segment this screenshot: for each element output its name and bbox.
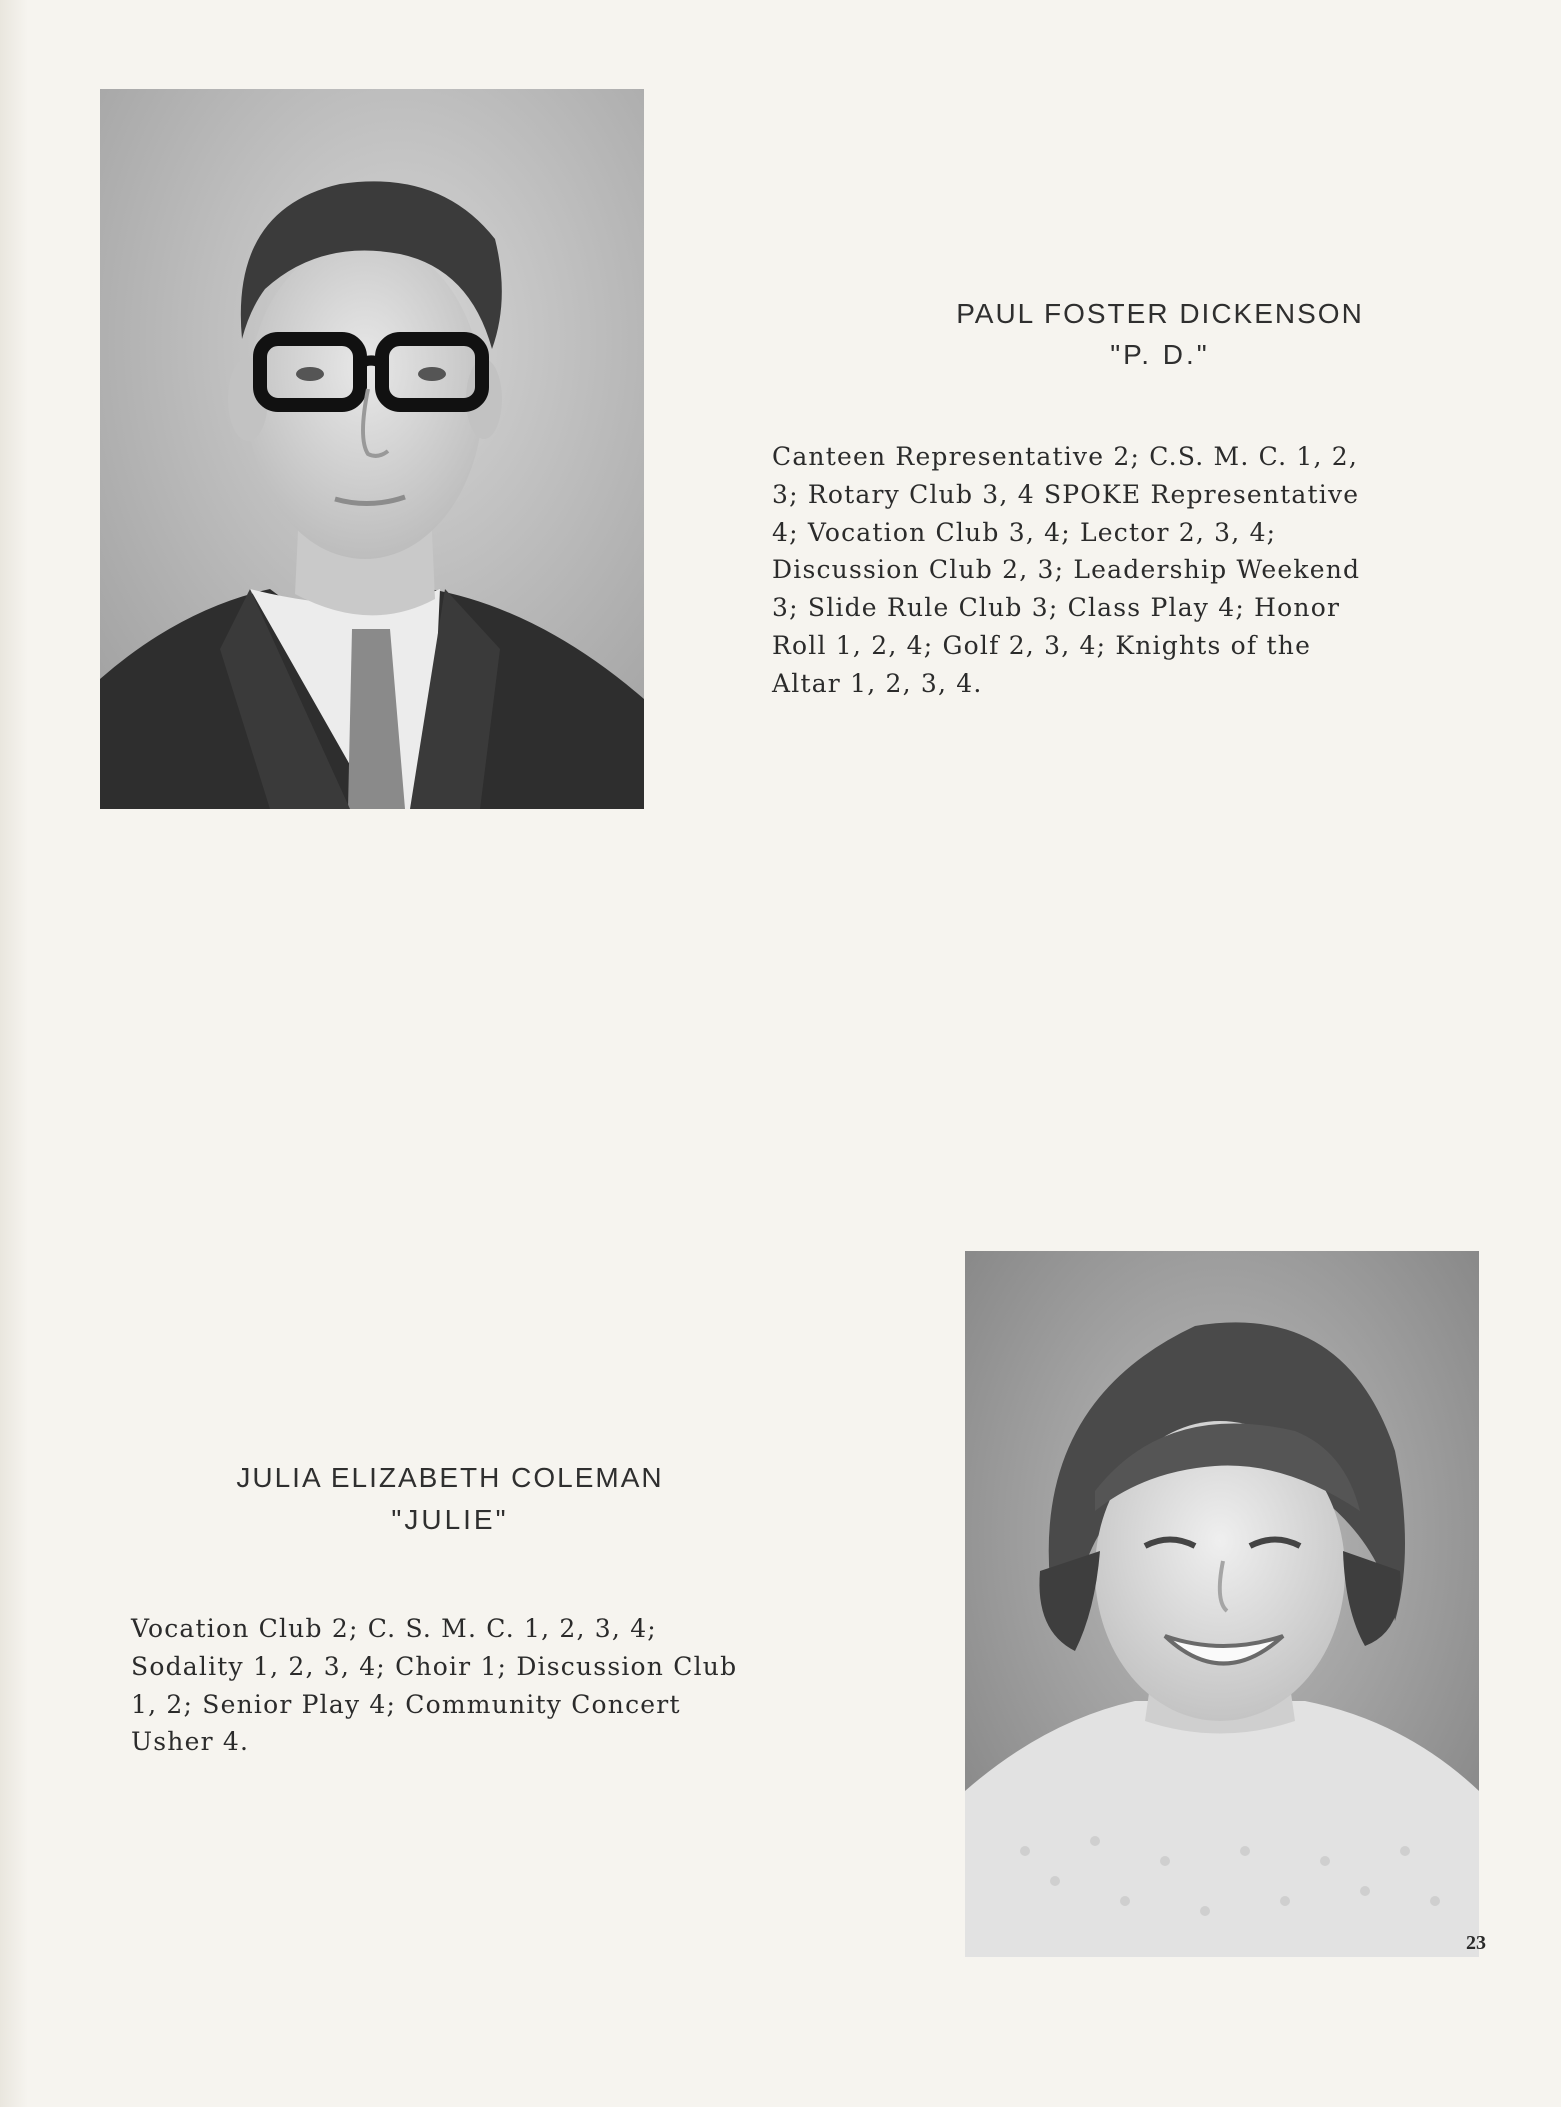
portrait-photo-julia-coleman xyxy=(965,1251,1479,1957)
page-edge-shadow xyxy=(0,0,28,2107)
activities-line: Sodality 1, 2, 3, 4; Choir 1; Discussion Club xyxy=(131,1651,738,1681)
activities-line: 1, 2; Senior Play 4; Community Concert xyxy=(131,1689,681,1719)
student-nickname: "P. D." xyxy=(1110,339,1210,370)
student-name: JULIA ELIZABETH COLEMAN xyxy=(236,1462,664,1493)
portrait-photo-paul-dickenson xyxy=(100,89,644,809)
activities-line: Usher 4. xyxy=(131,1727,250,1757)
activities-line: Discussion Club 2, 3; Leadership Weekend xyxy=(772,555,1361,585)
activities-list xyxy=(772,438,1360,703)
activities-line: Roll 1, 2, 4; Golf 2, 3, 4; Knights of the xyxy=(772,630,1312,660)
activities-line: Vocation Club 2; C. S. M. C. 1, 2, 3, 4; xyxy=(131,1614,657,1643)
activities-line: 3; Rotary Club 3, 4 SPOKE Representative xyxy=(772,479,1360,509)
portrait-drawing xyxy=(100,89,644,809)
activities-line: 4; Vocation Club 3, 4; Lector 2, 3, 4; xyxy=(772,517,1277,547)
portrait-drawing xyxy=(965,1251,1479,1957)
activities-line: Altar 1, 2, 3, 4. xyxy=(772,668,983,698)
activities-list xyxy=(131,1610,737,1761)
student-name: PAUL FOSTER DICKENSON xyxy=(956,298,1364,329)
page-number: 23 xyxy=(1466,1932,1486,1954)
activities-line: Canteen Representative 2; C.S. M. C. 1, 2, xyxy=(772,442,1359,471)
student-nickname: "JULIE" xyxy=(391,1504,509,1535)
activities-line: 3; Slide Rule Club 3; Class Play 4; Honor xyxy=(772,593,1341,623)
